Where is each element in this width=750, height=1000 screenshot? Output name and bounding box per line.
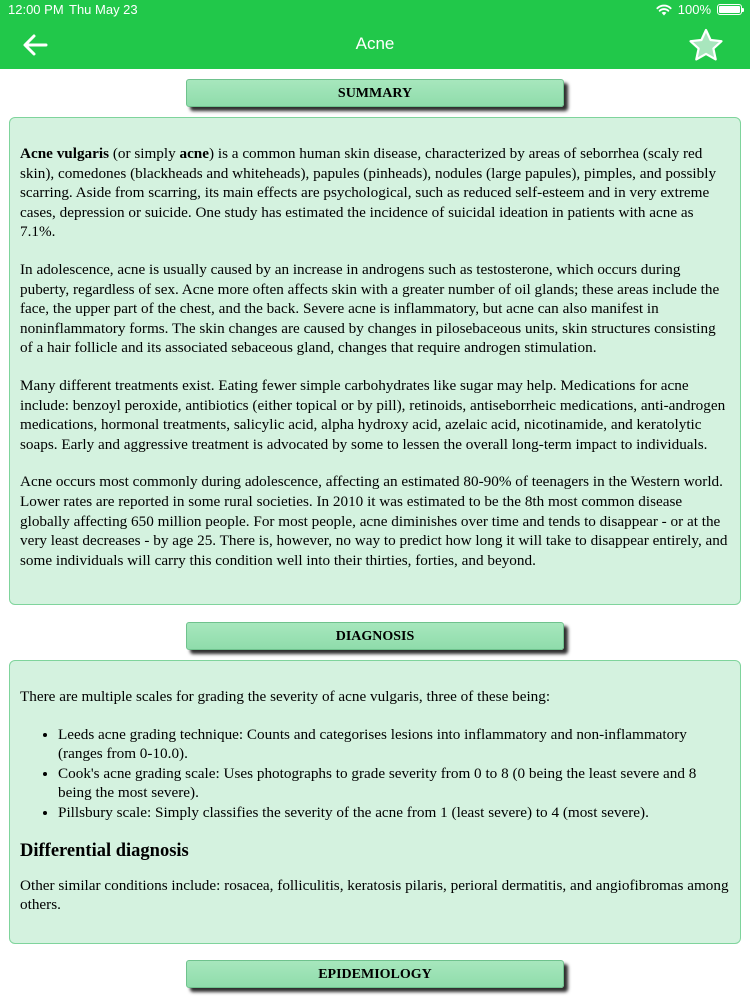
list-item: • Cook's acne grading scale: Uses photographs to grade severity from 0 to 8 (0 being the least severe and 8 being the most severe). — [58, 764, 730, 803]
wifi-icon — [656, 4, 672, 16]
summary-paragraph-4: Acne occurs most commonly during adolescence, affecting an estimated 80-90% of teenagers in the Western world. Lower rates are reported in some rural societies. In 2010 it was estimated to be the 8th most common disease globally affecting 650 million people. For most people, acne diminishes over time and tends to disappear - or at the very least decreases - by age 25. There is, however, no way to predict how long it will take to disappear entirely, and some individuals will carry this condition well into their thirties, forties, and beyond. — [20, 473, 728, 569]
navigation-bar — [0, 20, 750, 69]
summary-paragraph-1 — [20, 144, 730, 242]
term-acne: acne — [179, 145, 209, 162]
summary-text: (or simply — [109, 145, 180, 162]
list-item: • Pillsbury scale: Simply classifies the severity of the acne from 1 (least severe) to 4 (most severe). — [58, 803, 730, 823]
epidemiology-section-header[interactable]: EPIDEMIOLOGY — [186, 960, 564, 988]
diagnosis-panel — [9, 660, 741, 944]
page-title: Acne — [355, 34, 395, 53]
differential-diagnosis-text: Other similar conditions include: rosacea, folliculitis, keratosis pilaris, perioral dermatitis, and angiofibromas among others. — [20, 876, 729, 914]
status-time: 12:00 PM — [8, 2, 64, 17]
star-icon — [688, 28, 724, 62]
status-date: Thu May 23 — [69, 2, 138, 17]
summary-panel — [9, 117, 741, 605]
battery-icon — [717, 4, 742, 15]
status-bar — [0, 0, 750, 20]
summary-paragraph-2: In adolescence, acne is usually caused by an increase in androgens such as testosterone, which occurs during puberty, regardless of sex. Acne more often affects skin with a greater number of oil glands; these areas include the face, the upper part of the chest, and the back. Severe acne is inflammatory, but acne can also manifest in noninflammatory forms. The skin changes are caused by changes in pilosebaceous units, skin structures consisting of a hair follicle and its associated sebaceous gland, changes that require androgen stimulation. — [20, 260, 720, 357]
battery-percent: 100% — [677, 2, 711, 17]
favorite-button[interactable] — [688, 28, 724, 62]
diagnosis-intro: There are multiple scales for grading the severity of acne vulgaris, three of these being: — [20, 688, 551, 705]
differential-diagnosis-heading: Differential diagnosis — [20, 840, 189, 861]
grading-scales-list — [20, 725, 730, 823]
summary-paragraph-3: Many different treatments exist. Eating fewer simple carbohydrates like sugar may help. Medications for acne include: benzoyl peroxide, antibiotics (either topical or by pill), retinoids, antiseborrheic medications, anti-androgen medications, hormonal treatments, salicylic acid, alpha hydroxy acid, azelaic acid, nicotinamide, and keratolytic soaps. Early and aggressive treatment is advocated by some to lessen the overall long-term impact to individuals. — [20, 376, 726, 453]
list-item: • Leeds acne grading technique: Counts and categorises lesions into inflammatory and non-inflammatory (ranges from 0-10.0). — [58, 725, 730, 764]
summary-section-header[interactable]: SUMMARY — [186, 79, 564, 107]
diagnosis-section-header[interactable]: DIAGNOSIS — [186, 622, 564, 650]
term-acne-vulgaris: Acne vulgaris — [20, 145, 110, 162]
status-indicators — [656, 2, 742, 17]
summary-text: ) is a common human skin disease, characterized by areas of seborrhea (scaly red skin), comedones (blackheads and whiteheads), papules (pinheads), nodules (large papules), pimples, and possibly scarring. Aside from scarring, its main effects are psychological, such as reduced self-esteem and in very extreme cases, depression or suicide. One study has estimated the incidence of suicidal ideation in patients with acne as 7.1%. — [20, 145, 717, 241]
